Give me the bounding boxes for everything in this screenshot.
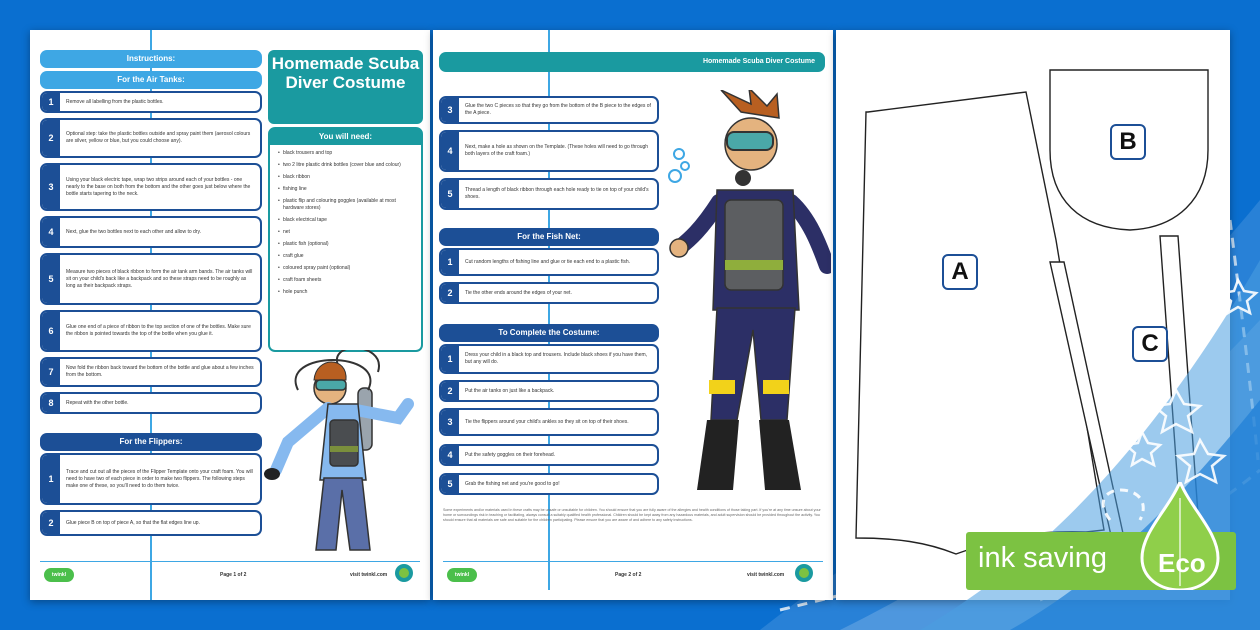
step-number: 4 xyxy=(441,132,459,170)
step-number: 1 xyxy=(441,346,459,372)
footer-site: visit twinkl.com xyxy=(350,572,388,578)
step-text: Put the air tanks on just like a backpack. xyxy=(465,387,555,394)
template-label-c: C xyxy=(1132,326,1168,362)
step-text: Tie the flippers around your child's ankles so they sit on top of their shoes. xyxy=(465,418,629,425)
step-text: Trace and cut out all the pieces of the Flipper Template onto your craft foam. You will need to have two of each piece in order to make two flippers. The following steps make one of these, so you'll need to do them twice. xyxy=(66,468,253,489)
fish-net-header: For the Fish Net: xyxy=(439,228,659,246)
step-text: Glue one end of a piece of ribbon to the top section of one of the bottles. Make sure the ribbon is pointed towards the top of the bottle when you glue it. xyxy=(66,324,251,337)
instructions-header: Instructions: xyxy=(40,50,262,68)
you-will-need-header: You will need: xyxy=(270,129,421,145)
list-item: • black trousers and top xyxy=(278,150,417,157)
step-text: Optional step: take the plastic bottles outside and spray paint them (aerosol colours are silver, yellow or blue, but you could choose any). xyxy=(66,131,251,144)
template-label-b: B xyxy=(1110,124,1146,160)
step-number: 8 xyxy=(42,394,60,412)
step-text: Grab the fishing net and you're good to go! xyxy=(465,480,560,487)
page-number: Page 2 of 2 xyxy=(615,572,642,578)
step-text: Repeat with the other bottle. xyxy=(66,399,129,406)
twinkl-logo: twinkl xyxy=(44,568,74,582)
list-item: • net xyxy=(278,229,417,236)
step-number: 2 xyxy=(42,120,60,156)
step-text: Cut random lengths of fishing line and glue or tie each end to a plastic fish. xyxy=(465,258,631,265)
step-number: 2 xyxy=(441,382,459,400)
page-title: Homemade Scuba Diver Costume xyxy=(268,50,423,124)
step-number: 1 xyxy=(42,93,60,111)
step-text: Next, glue the two bottles next to each other and allow to dry. xyxy=(66,228,201,235)
air-tanks-header: For the Air Tanks: xyxy=(40,71,262,89)
step-text: Tie the other ends around the edges of your net. xyxy=(465,289,572,296)
step-text: Put the safety goggles on their forehead. xyxy=(465,451,556,458)
list-item: • plastic fish (optional) xyxy=(278,241,417,248)
list-item: • craft glue xyxy=(278,253,417,260)
step-text: Next, make a hole as shown on the Template. (These holes will need to go through both layers of the craft foam.) xyxy=(465,144,649,157)
step-number: 5 xyxy=(42,255,60,303)
step-number: 5 xyxy=(441,475,459,493)
footer-site: visit twinkl.com xyxy=(747,572,785,578)
step-number: 3 xyxy=(42,165,60,209)
step-text: Thread a length of black ribbon through each hole ready to tie on top of your child's shoes. xyxy=(465,187,649,200)
list-item: • coloured spray paint (optional) xyxy=(278,265,417,272)
list-item: • fishing line xyxy=(278,186,417,193)
step-text: Glue the two C pieces so that they go from the bottom of the B piece to the edges of the A piece. xyxy=(465,103,651,116)
step-text: Glue piece B on top of piece A, so that the flat edges line up. xyxy=(66,519,200,526)
step-text: Now fold the ribbon back toward the bottom of the bottle and glue about a few inches from the bottom. xyxy=(66,365,254,378)
twinkl-logo: twinkl xyxy=(447,568,477,582)
safety-disclaimer: Some experiments and/or materials used in these crafts may be unsafe or unsuitable for children. You should ensure that you are fully aware of the allergies and health conditions of those taking part. If you're at any time unsure about your home or surroundings risk in teaching or facilitating, always consult a suitably qualified health professional. Children should be kept away from any hazardous materials, and adult supervision should be provided throughout the activity. You should ensure that all materials are safe and suitable for the children participating. Please ensure that you are aware of and adhere to any safety instructions. xyxy=(443,508,821,522)
step-text: Using your black electric tape, wrap two strips around each of your bottles - one nearly to the base on both from the bottom and the other goes just below where the bottle starts tapering to the neck. xyxy=(66,176,251,197)
list-item: • craft foam sheets xyxy=(278,277,417,284)
list-item: • black electrical tape xyxy=(278,217,417,224)
flippers-header: For the Flippers: xyxy=(40,433,262,451)
step-text: Dress your child in a black top and trousers. Include black shoes if you have them, but any will do. xyxy=(465,352,648,365)
eco-label: Eco xyxy=(1158,548,1206,578)
list-item: • plastic flip and colouring goggles (available at most hardware stores) xyxy=(278,198,417,212)
step-number: 4 xyxy=(441,446,459,464)
step-number: 6 xyxy=(42,312,60,350)
ink-saving-text: ink saving xyxy=(978,542,1107,574)
step-number: 7 xyxy=(42,359,60,385)
step-number: 4 xyxy=(42,218,60,246)
list-item: • two 2 litre plastic drink bottles (cover blue and colour) xyxy=(278,162,417,169)
step-number: 3 xyxy=(441,98,459,122)
step-number: 1 xyxy=(42,455,60,503)
template-label-a: A xyxy=(942,254,978,290)
page-number: Page 1 of 2 xyxy=(220,572,247,578)
step-text: Measure two pieces of black ribbon to form the air tank arm bands. The air tanks will sit on your child's back like a backpack and so these straps need to be roughly as long as their backpack straps. xyxy=(66,268,253,289)
step-number: 2 xyxy=(42,512,60,534)
list-item: • hole punch xyxy=(278,289,417,296)
step-number: 1 xyxy=(441,250,459,274)
complete-costume-header: To Complete the Costume: xyxy=(439,324,659,342)
step-number: 5 xyxy=(441,180,459,208)
step-text: Remove all labelling from the plastic bottles. xyxy=(66,98,164,105)
list-item: • black ribbon xyxy=(278,174,417,181)
step-number: 3 xyxy=(441,410,459,434)
step-number: 2 xyxy=(441,284,459,302)
page-banner: Homemade Scuba Diver Costume xyxy=(439,52,825,72)
